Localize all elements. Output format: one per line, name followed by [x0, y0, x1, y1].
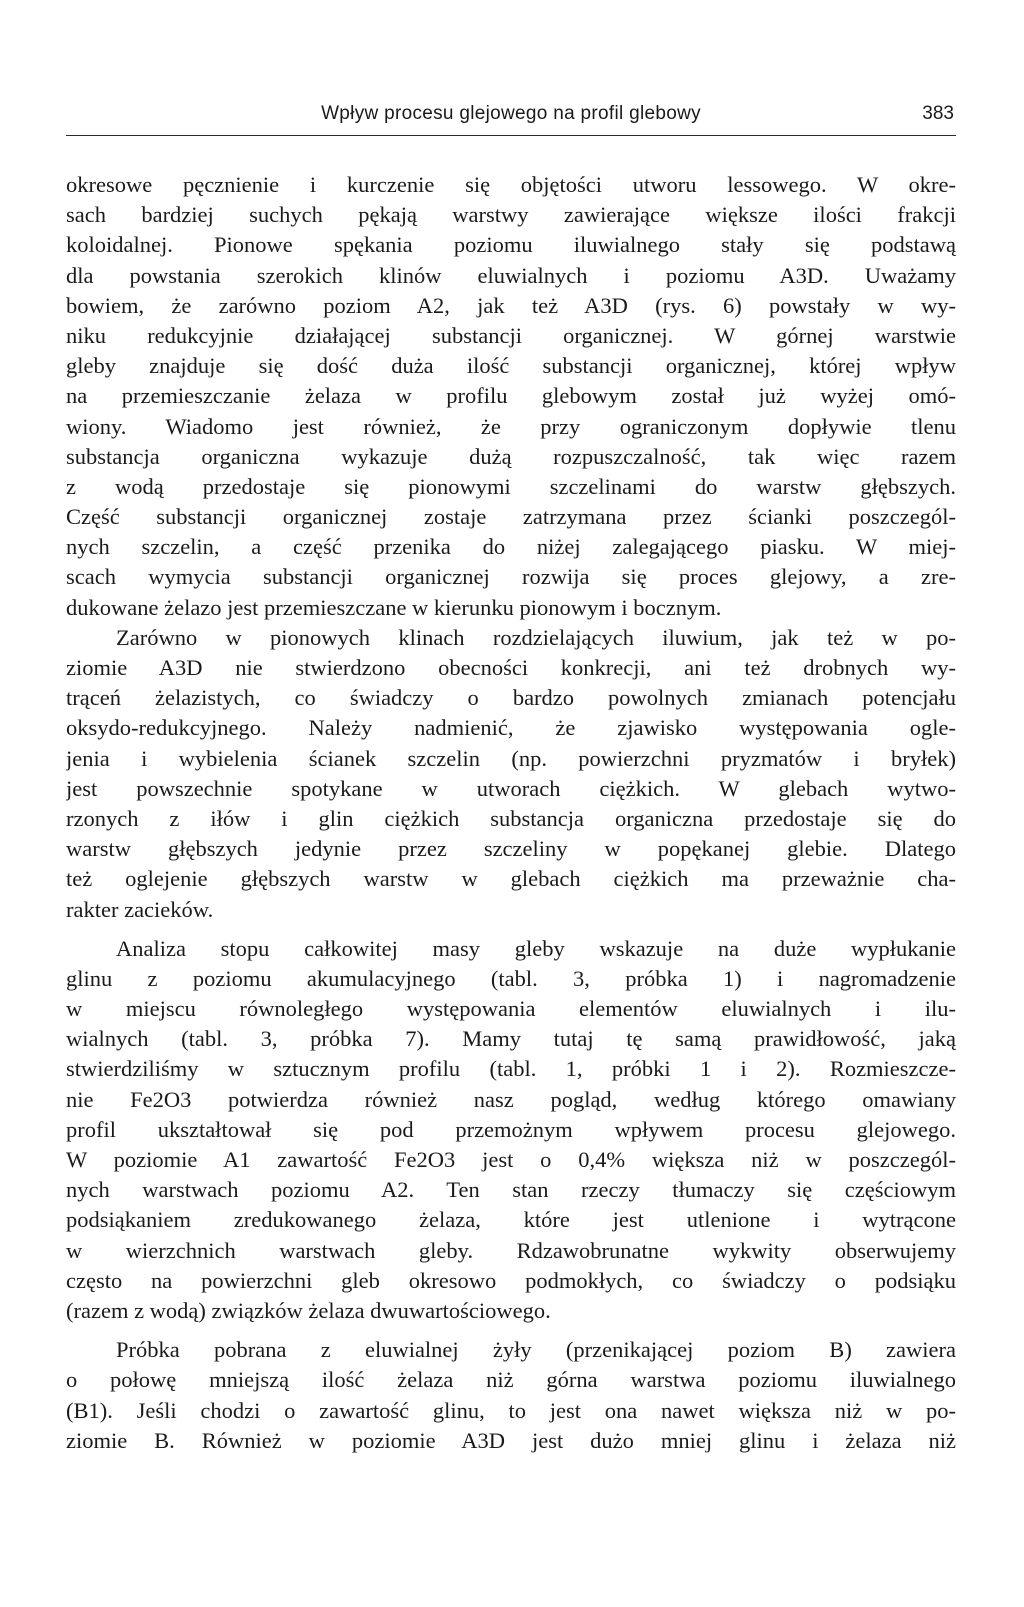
text-line: glinu z poziomu akumulacyjnego (tabl. 3, próbka 1) i nagromadzenie — [66, 965, 956, 991]
text-line: podsiąkaniem zredukowanego żelaza, które jest utlenione i wytrącone — [66, 1207, 956, 1233]
text-line: wiony. Wiadomo jest również, że przy ograniczonym dopływie tlenu — [66, 413, 956, 439]
text-line: gleby znajduje się dość duża ilość substancji organicznej, której wpływ — [66, 353, 956, 379]
text-line: często na powierzchni gleb okresowo podmokłych, co świadczy o podsiąku — [66, 1267, 956, 1293]
page-number: 383 — [922, 103, 954, 124]
text-line: bowiem, że zarówno poziom A2, jak też A3D (rys. 6) powstały w wy- — [66, 292, 956, 318]
text-line: wialnych (tabl. 3, próbka 7). Mamy tutaj tę samą prawidłowość, jaką — [66, 1026, 956, 1052]
text-line: scach wymycia substancji organicznej rozwija się proces glejowy, a zre- — [66, 564, 956, 590]
text-line: dukowane żelazo jest przemieszczane w kierunku pionowym i bocznym. — [66, 594, 722, 620]
text-line: (B1). Jeśli chodzi o zawartość glinu, to jest ona nawet większa niż w po- — [66, 1397, 956, 1423]
body-text — [66, 170, 956, 1456]
text-line: substancja organiczna wykazuje dużą rozpuszczalność, tak więc razem — [66, 443, 956, 469]
text-line: trąceń żelazistych, co świadczy o bardzo powolnych zmianach potencjału — [66, 685, 956, 711]
text-line: W poziomie A1 zawartość Fe2O3 jest o 0,4% większa niż w poszczegól- — [66, 1147, 956, 1172]
text-line: profil ukształtował się pod przemożnym wpływem procesu glejowego. — [66, 1116, 956, 1142]
text-line: ziomie A3D nie stwierdzono obecności konkrecji, ani też drobnych wy- — [66, 655, 956, 680]
text-line: jest powszechnie spotykane w utworach ciężkich. W glebach wytwo- — [66, 775, 956, 801]
text-line: okresowe pęcznienie i kurczenie się objętości utworu lessowego. W okre- — [66, 172, 956, 197]
running-header — [66, 103, 956, 136]
text-line: koloidalnej. Pionowe spękania poziomu iluwialnego stały się podstawą — [66, 232, 956, 258]
text-line: jenia i wybielenia ścianek szczelin (np. powierzchni pryzmatów i bryłek) — [66, 745, 956, 771]
text-line: nie Fe2O3 potwierdza również nasz pogląd, według którego omawiany — [66, 1086, 956, 1112]
text-line: na przemieszczanie żelaza w profilu glebowym został już wyżej omó- — [66, 383, 956, 409]
text-line: ziomie B. Również w poziomie A3D jest dużo mniej glinu i żelaza niż — [66, 1427, 956, 1453]
text-line: Część substancji organicznej zostaje zatrzymana przez ścianki poszczegól- — [66, 504, 956, 530]
text-line: Próbka pobrana z eluwialnej żyły (przenikającej poziom B) zawiera — [116, 1337, 956, 1363]
text-line: oksydo-redukcyjnego. Należy nadmienić, że zjawisko występowania ogle- — [66, 715, 956, 741]
text-line: warstw głębszych jedynie przez szczeliny w popękanej glebie. Dlatego — [66, 836, 956, 862]
text-line: rzonych z iłów i glin ciężkich substancja organiczna przedostaje się do — [66, 805, 956, 831]
text-line: Zarówno w pionowych klinach rozdzielających iluwium, jak też w po- — [116, 624, 956, 650]
text-line: sach bardziej suchych pękają warstwy zawierające większe ilości frakcji — [66, 202, 956, 228]
text-line: w miejscu równoległego występowania elementów eluwialnych i ilu- — [66, 996, 956, 1022]
text-line: o połowę mniejszą ilość żelaza niż górna warstwa poziomu iluwialnego — [66, 1367, 956, 1393]
text-line: w wierzchnich warstwach gleby. Rdzawobrunatne wykwity obserwujemy — [66, 1237, 956, 1263]
text-line: dla powstania szerokich klinów eluwialnych i poziomu A3D. Uważamy — [66, 262, 956, 288]
text-line: niku redukcyjnie działającej substancji organicznej. W górnej warstwie — [66, 322, 956, 348]
text-line: rakter zacieków. — [66, 896, 214, 922]
text-line: nych szczelin, a część przenika do niżej zalegającego piasku. W miej- — [66, 534, 956, 560]
text-line: Analiza stopu całkowitej masy gleby wskazuje na duże wypłukanie — [116, 935, 956, 961]
text-line: nych warstwach poziomu A2. Ten stan rzeczy tłumaczy się częściowym — [66, 1177, 956, 1203]
text-line: też oglejenie głębszych warstw w glebach ciężkich ma przeważnie cha- — [66, 866, 956, 892]
running-title: Wpływ procesu glejowego na profil glebowy — [321, 103, 701, 124]
text-line: stwierdziliśmy w sztucznym profilu (tabl. 1, próbki 1 i 2). Rozmieszcze- — [66, 1056, 956, 1082]
text-line: z wodą przedostaje się pionowymi szczelinami do warstw głębszych. — [66, 473, 956, 499]
text-line: (razem z wodą) związków żelaza dwuwartościowego. — [66, 1297, 551, 1323]
